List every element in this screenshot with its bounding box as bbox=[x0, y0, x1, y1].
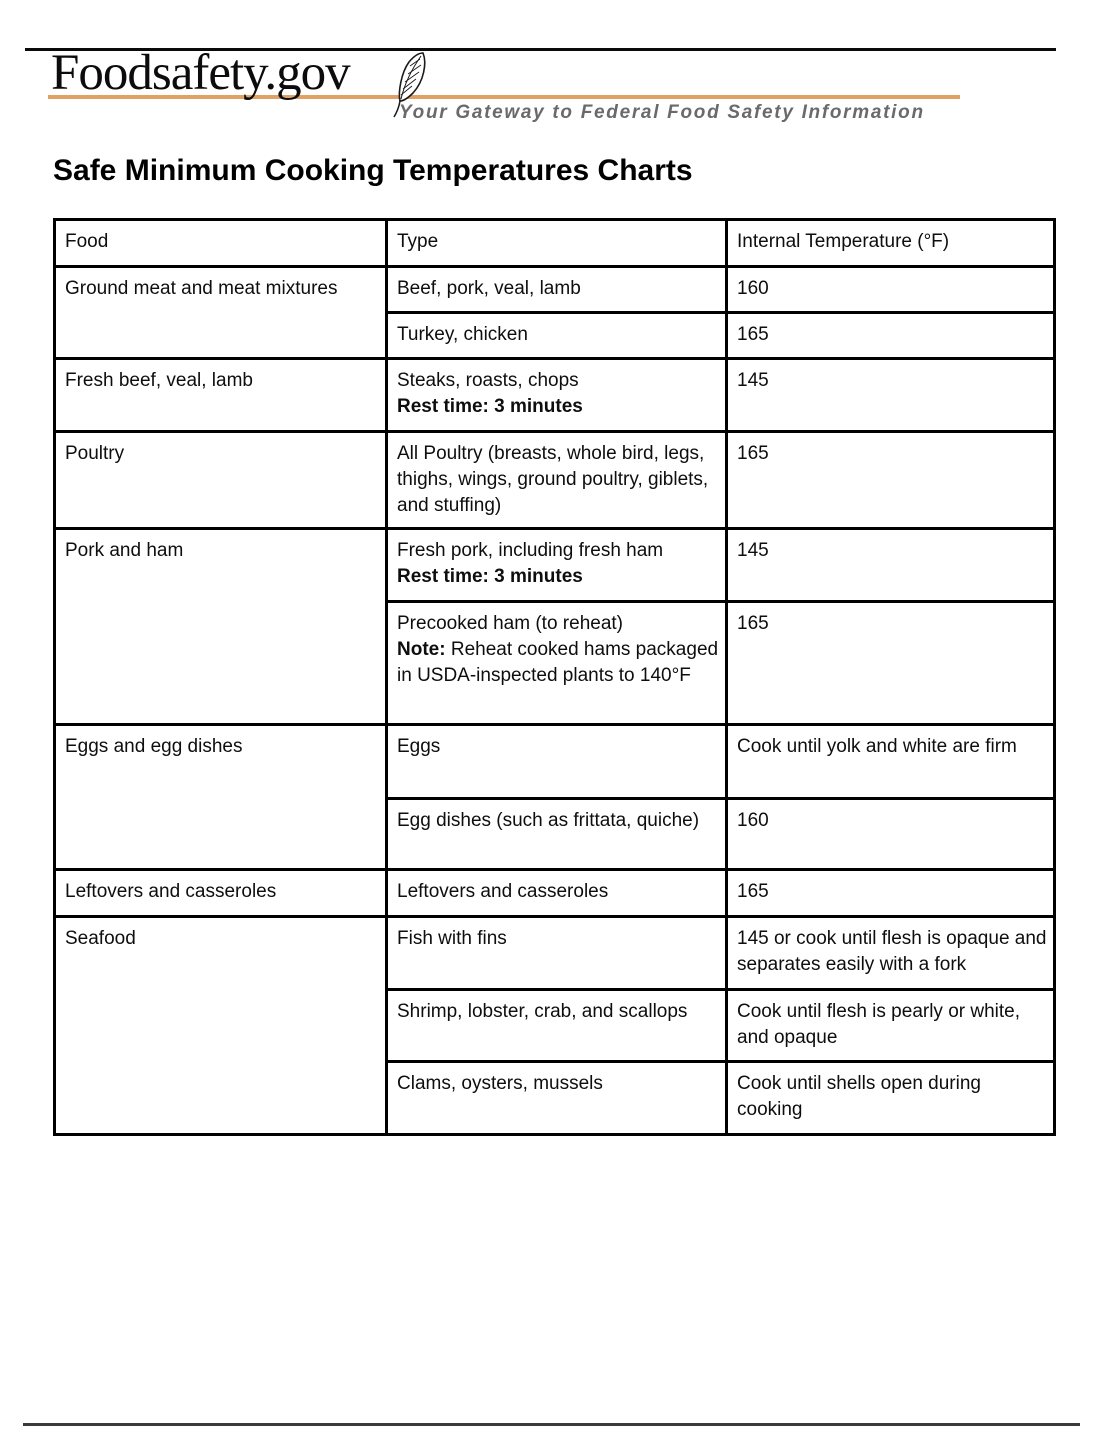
type-cell: Beef, pork, veal, lamb bbox=[387, 267, 727, 313]
reheat-note bbox=[397, 639, 718, 686]
type-cell: Egg dishes (such as frittata, quiche) bbox=[387, 799, 727, 870]
type-cell: Clams, oysters, mussels bbox=[387, 1062, 727, 1135]
table-header-row bbox=[55, 220, 1055, 267]
type-cell: All Poultry (breasts, whole bird, legs, thighs, wings, ground poultry, giblets, and stuffing) bbox=[387, 432, 727, 529]
type-text: Precooked ham (to reheat) bbox=[397, 613, 624, 634]
temp-cell: Cook until shells open during cooking bbox=[727, 1062, 1055, 1135]
feather-quill-icon bbox=[391, 52, 429, 123]
table-row bbox=[55, 870, 1055, 917]
temp-cell: 165 bbox=[727, 602, 1055, 725]
site-logo: Foodsafety.gov bbox=[51, 45, 350, 101]
site-tagline: Your Gateway to Federal Food Safety Information bbox=[399, 102, 925, 123]
table-row bbox=[55, 432, 1055, 529]
rest-time-note: Rest time: 3 minutes bbox=[397, 566, 583, 587]
column-header-temperature: Internal Temperature (°F) bbox=[727, 220, 1055, 267]
column-header-type: Type bbox=[387, 220, 727, 267]
food-cell: Eggs and egg dishes bbox=[55, 725, 387, 870]
type-cell: Fish with fins bbox=[387, 917, 727, 990]
table-row bbox=[55, 725, 1055, 799]
table-row bbox=[55, 267, 1055, 313]
note-text: Reheat cooked hams packaged in USDA-inspected plants to 140°F bbox=[397, 639, 719, 686]
food-cell: Leftovers and casseroles bbox=[55, 870, 387, 917]
table-row bbox=[55, 917, 1055, 990]
food-cell: Pork and ham bbox=[55, 529, 387, 725]
type-cell: Shrimp, lobster, crab, and scallops bbox=[387, 990, 727, 1062]
temp-cell: 160 bbox=[727, 799, 1055, 870]
temp-cell: 160 bbox=[727, 267, 1055, 313]
food-cell: Seafood bbox=[55, 917, 387, 1135]
temp-cell: 165 bbox=[727, 870, 1055, 917]
temp-cell: 165 bbox=[727, 313, 1055, 359]
temp-cell: 145 bbox=[727, 359, 1055, 432]
type-cell: Leftovers and casseroles bbox=[387, 870, 727, 917]
column-header-food: Food bbox=[55, 220, 387, 267]
temp-cell: 165 bbox=[727, 432, 1055, 529]
temp-cell: Cook until flesh is pearly or white, and opaque bbox=[727, 990, 1055, 1062]
type-cell: Eggs bbox=[387, 725, 727, 799]
type-cell: Turkey, chicken bbox=[387, 313, 727, 359]
note-label: Note: bbox=[397, 639, 446, 660]
rest-time-note: Rest time: 3 minutes bbox=[397, 396, 583, 417]
cooking-temperatures-table bbox=[53, 218, 1056, 1136]
food-cell: Fresh beef, veal, lamb bbox=[55, 359, 387, 432]
temp-cell: Cook until yolk and white are firm bbox=[727, 725, 1055, 799]
food-cell: Ground meat and meat mixtures bbox=[55, 267, 387, 359]
bottom-divider bbox=[23, 1423, 1080, 1426]
page-title: Safe Minimum Cooking Temperatures Charts bbox=[53, 154, 693, 187]
type-cell bbox=[387, 359, 727, 432]
temp-cell: 145 bbox=[727, 529, 1055, 602]
table-row bbox=[55, 529, 1055, 602]
type-text: Steaks, roasts, chops bbox=[397, 370, 579, 391]
type-cell bbox=[387, 529, 727, 602]
temp-cell: 145 or cook until flesh is opaque and separates easily with a fork bbox=[727, 917, 1055, 990]
type-cell bbox=[387, 602, 727, 725]
table-row bbox=[55, 359, 1055, 432]
food-cell: Poultry bbox=[55, 432, 387, 529]
type-text: Fresh pork, including fresh ham bbox=[397, 540, 664, 561]
